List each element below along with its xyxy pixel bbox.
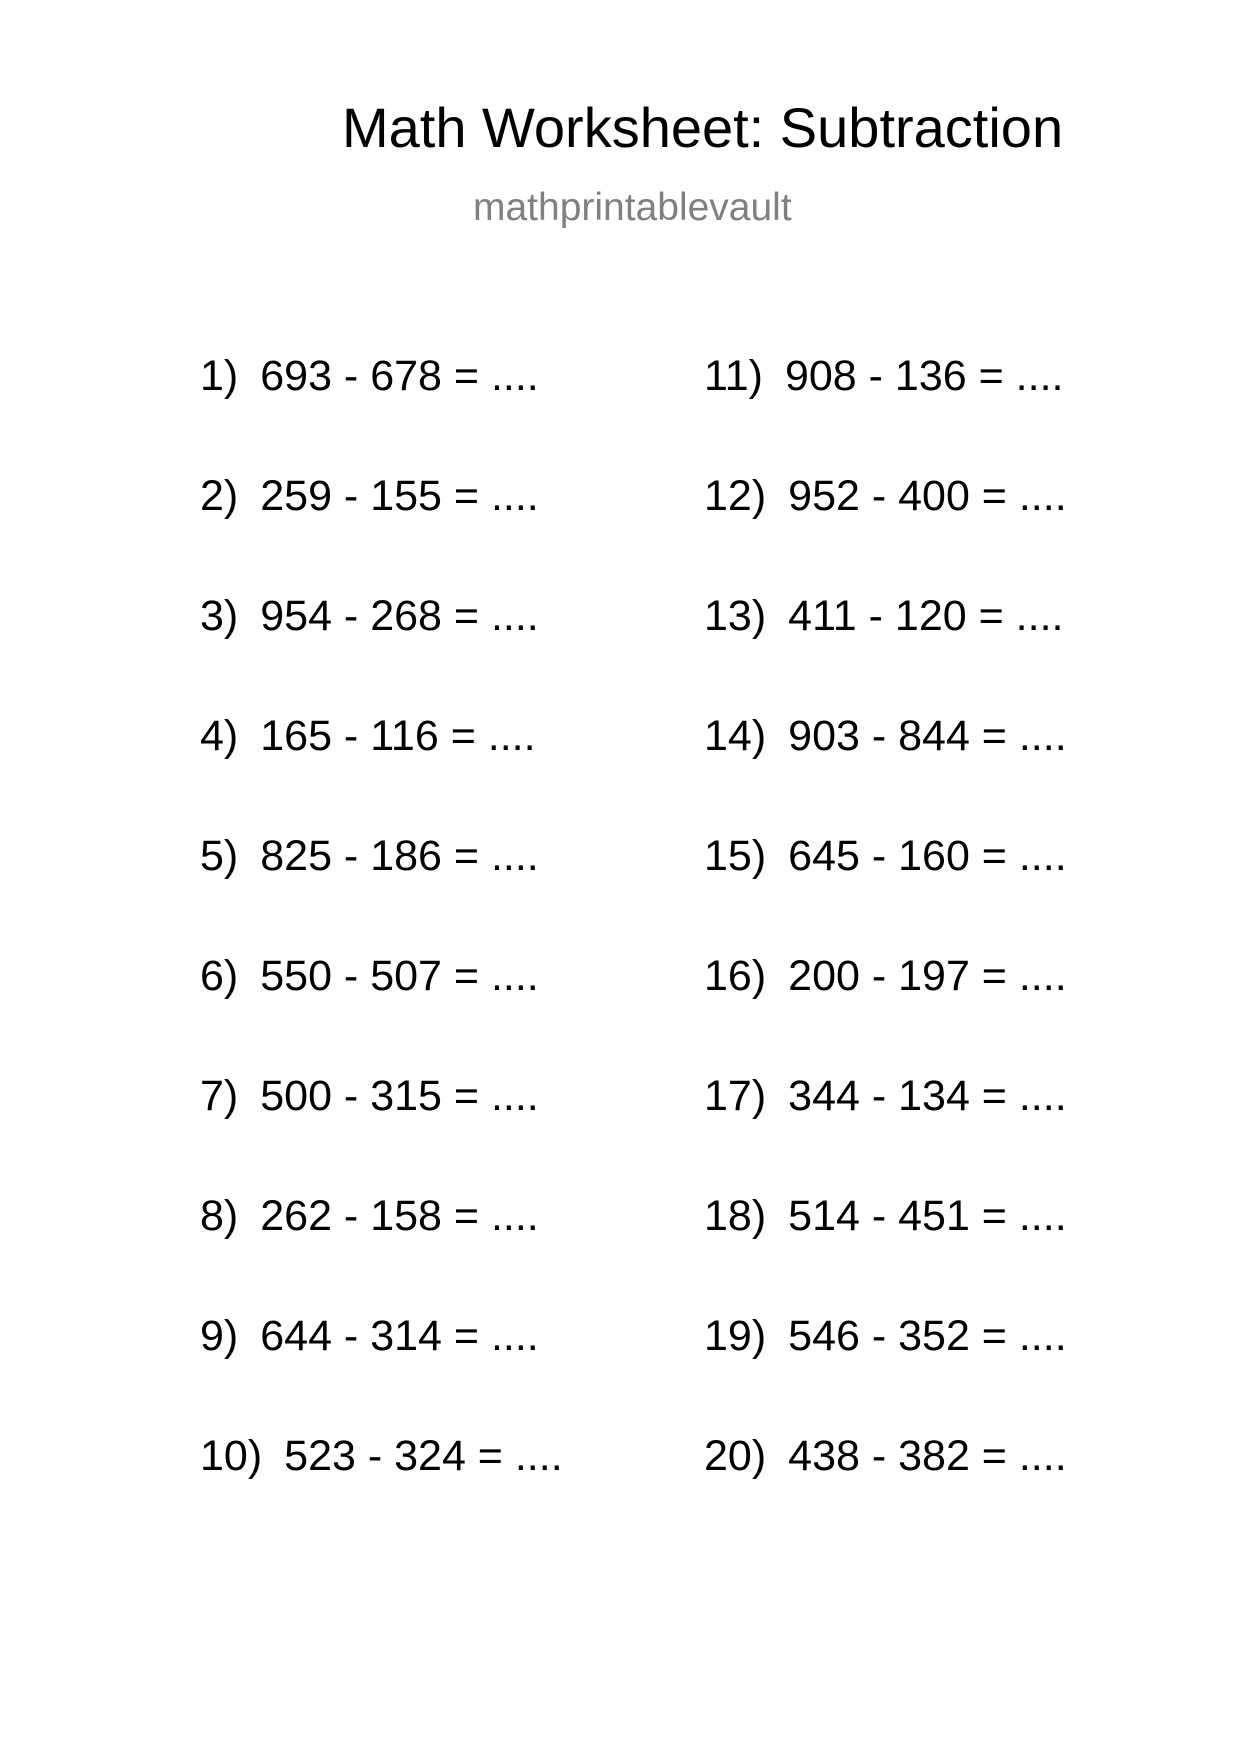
problem-item bbox=[704, 712, 1067, 835]
problem-expression: 262 - 158 = .... bbox=[260, 1192, 539, 1240]
problem-expression: 908 - 136 = .... bbox=[784, 352, 1064, 400]
problem-item bbox=[704, 472, 1067, 595]
problem-item bbox=[704, 832, 1067, 955]
problem-number: 5) bbox=[200, 832, 239, 880]
problem-item bbox=[200, 1312, 563, 1435]
problem-number: 20) bbox=[704, 1432, 767, 1480]
problem-number: 12) bbox=[704, 472, 767, 520]
problem-expression: 523 - 324 = .... bbox=[284, 1432, 563, 1480]
problem-number: 3) bbox=[200, 592, 239, 640]
problem-number: 1) bbox=[200, 352, 239, 400]
problem-number: 19) bbox=[704, 1312, 767, 1360]
problem-expression: 550 - 507 = .... bbox=[260, 952, 539, 1000]
problem-item bbox=[200, 952, 563, 1075]
problem-item bbox=[200, 1192, 563, 1315]
problem-item bbox=[200, 472, 563, 595]
problem-expression: 438 - 382 = .... bbox=[788, 1432, 1067, 1480]
problem-item bbox=[200, 832, 563, 955]
problems-column-left bbox=[200, 352, 563, 1555]
problem-expression: 546 - 352 = .... bbox=[788, 1312, 1067, 1360]
problem-number: 7) bbox=[200, 1072, 239, 1120]
problem-expression: 500 - 315 = .... bbox=[260, 1072, 539, 1120]
problem-expression: 165 - 116 = .... bbox=[260, 712, 536, 760]
problem-number: 9) bbox=[200, 1312, 239, 1360]
problem-expression: 411 - 120 = .... bbox=[788, 592, 1064, 640]
problem-number: 14) bbox=[704, 712, 767, 760]
problem-expression: 825 - 186 = .... bbox=[260, 832, 539, 880]
problem-expression: 259 - 155 = .... bbox=[260, 472, 539, 520]
problems-column-right bbox=[704, 352, 1067, 1555]
problem-number: 15) bbox=[704, 832, 767, 880]
problem-number: 8) bbox=[200, 1192, 239, 1240]
problem-number: 16) bbox=[704, 952, 767, 1000]
problem-number: 18) bbox=[704, 1192, 767, 1240]
problem-expression: 644 - 314 = .... bbox=[260, 1312, 539, 1360]
problem-item bbox=[200, 592, 563, 715]
problem-item bbox=[704, 1432, 1067, 1555]
problem-item bbox=[704, 1072, 1067, 1195]
problem-expression: 903 - 844 = .... bbox=[788, 712, 1067, 760]
problem-item bbox=[704, 1192, 1067, 1315]
problem-item bbox=[200, 1432, 563, 1555]
problem-item bbox=[704, 592, 1067, 715]
problem-item bbox=[200, 1072, 563, 1195]
problem-item bbox=[200, 712, 563, 835]
problem-item bbox=[200, 352, 563, 475]
problem-expression: 952 - 400 = .... bbox=[788, 472, 1067, 520]
problem-expression: 954 - 268 = .... bbox=[260, 592, 539, 640]
problem-number: 13) bbox=[704, 592, 767, 640]
problem-expression: 514 - 451 = .... bbox=[788, 1192, 1067, 1240]
problem-number: 6) bbox=[200, 952, 239, 1000]
worksheet-subtitle: mathprintablevault bbox=[473, 186, 792, 229]
problem-number: 4) bbox=[200, 712, 239, 760]
problem-number: 11) bbox=[704, 352, 763, 400]
problem-number: 10) bbox=[200, 1432, 263, 1480]
problem-expression: 645 - 160 = .... bbox=[788, 832, 1067, 880]
problem-item bbox=[704, 352, 1067, 475]
problem-item bbox=[704, 952, 1067, 1075]
problem-number: 17) bbox=[704, 1072, 767, 1120]
worksheet-title: Math Worksheet: Subtraction bbox=[342, 96, 1064, 159]
problem-item bbox=[704, 1312, 1067, 1435]
problem-number: 2) bbox=[200, 472, 239, 520]
problem-expression: 693 - 678 = .... bbox=[260, 352, 539, 400]
problem-expression: 200 - 197 = .... bbox=[788, 952, 1067, 1000]
problem-expression: 344 - 134 = .... bbox=[788, 1072, 1067, 1120]
